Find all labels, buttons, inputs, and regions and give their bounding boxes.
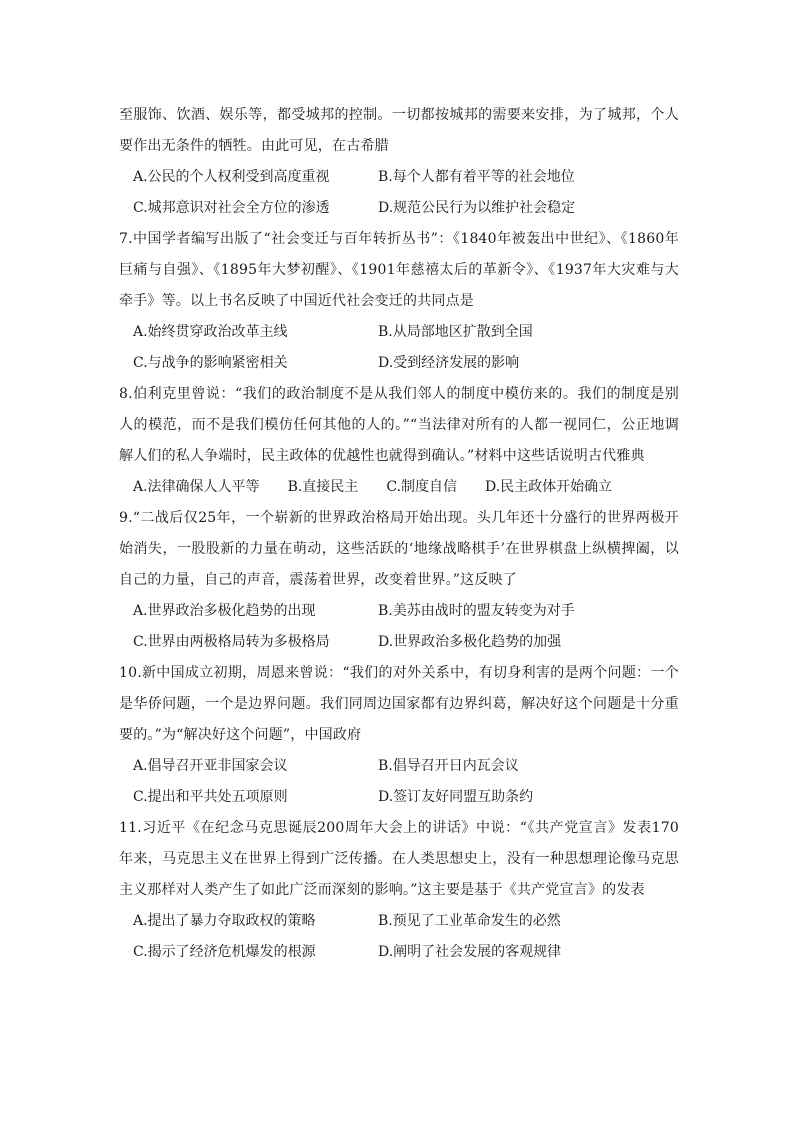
option-list (119, 317, 679, 379)
question-list (119, 100, 679, 968)
question-10 (119, 658, 679, 813)
question-stem: 10.新中国成立初期，周恩来曾说：“我们的对外关系中，有切身利害的是两个问题：一个是华侨问题，一个是边界问题。我们同周边国家都有边界纠葛，解决好这个问题是十分重要的。”为“解决好这个问题”，中国政府 (119, 665, 679, 743)
option-c: C.制度自信 (386, 479, 457, 495)
option-list (119, 906, 679, 968)
question-stem: 8.伯利克里曾说：“我们的政治制度不是从我们邻人的制度中模仿来的。我们的制度是别人的模范，而不是我们模仿任何其他的人的。”“当法律对所有的人都一视同仁，公正地调解人们的私人争端时，民主政体的优越性也就得到确认。”材料中这些话说明古代雅典 (119, 386, 679, 464)
option-d: D.签订友好同盟互助条约 (378, 789, 534, 805)
option-b: B.从局部地区扩散到全国 (378, 324, 533, 340)
question-7 (119, 224, 679, 379)
option-c: C.世界由两极格局转为多极格局 (133, 634, 330, 650)
option-c: C.揭示了经济危机爆发的根源 (133, 944, 316, 960)
question-6 (119, 100, 679, 224)
option-c: C.与战争的影响紧密相关 (133, 355, 288, 371)
option-c: C.提出和平共处五项原则 (133, 789, 288, 805)
option-d: D.阐明了社会发展的客观规律 (378, 944, 562, 960)
option-a: A.始终贯穿政治改革主线 (133, 324, 288, 340)
question-11 (119, 813, 679, 968)
option-d: D.民主政体开始确立 (484, 479, 613, 495)
option-c: C.城邦意识对社会全方位的渗透 (133, 200, 330, 216)
option-a: A.倡导召开亚非国家会议 (133, 758, 288, 774)
question-stem: 9.“二战后仅25年，一个崭新的世界政治格局开始出现。头几年还十分盛行的世界两极开始消失，一股股新的力量在萌动，这些活跃的‘地缘战略棋手’在世界棋盘上纵横捭阖，以自己的力量，自己的声音，震荡着世界，改变着世界。”这反映了 (119, 510, 679, 588)
option-a: A.公民的个人权利受到高度重视 (133, 169, 330, 185)
option-a: A.世界政治多极化趋势的出现 (133, 603, 316, 619)
option-list (119, 162, 679, 224)
question-stem: 至服饰、饮酒、娱乐等，都受城邦的控制。一切都按城邦的需要来安排，为了城邦，个人要作出无条件的牺牲。由此可见，在古希腊 (119, 107, 679, 154)
question-9 (119, 503, 679, 658)
option-d: D.规范公民行为以维护社会稳定 (378, 200, 576, 216)
option-b: B.直接民主 (287, 479, 359, 495)
question-stem: 11.习近平《在纪念马克思诞辰200周年大会上的讲话》中说：“《共产党宣言》发表170年来，马克思主义在世界上得到广泛传播。在人类思想史上，没有一种思想理论像马克思主义那样对人类产生了如此广泛而深刻的影响。”这主要是基于《共产党宣言》的发表 (119, 820, 679, 898)
option-list (119, 472, 679, 503)
option-b: B.预见了工业革命发生的必然 (378, 913, 561, 929)
option-d: D.世界政治多极化趋势的加强 (378, 634, 562, 650)
option-b: B.倡导召开日内瓦会议 (378, 758, 519, 774)
question-8 (119, 379, 679, 503)
option-list (119, 751, 679, 813)
option-b: B.每个人都有着平等的社会地位 (378, 169, 575, 185)
option-b: B.美苏由战时的盟友转变为对手 (378, 603, 575, 619)
option-d: D.受到经济发展的影响 (378, 355, 520, 371)
option-list (119, 596, 679, 658)
option-a: A.提出了暴力夺取政权的策略 (133, 913, 316, 929)
option-a: A.法律确保人人平等 (133, 479, 260, 495)
question-stem: 7.中国学者编写出版了“社会变迁与百年转折丛书”：《1840年被轰出中世纪》、《1860年巨痛与自强》、《1895年大梦初醒》、《1901年慈禧太后的革新令》、《1937年大灾难与大牵手》等。以上书名反映了中国近代社会变迁的共同点是 (119, 231, 679, 309)
